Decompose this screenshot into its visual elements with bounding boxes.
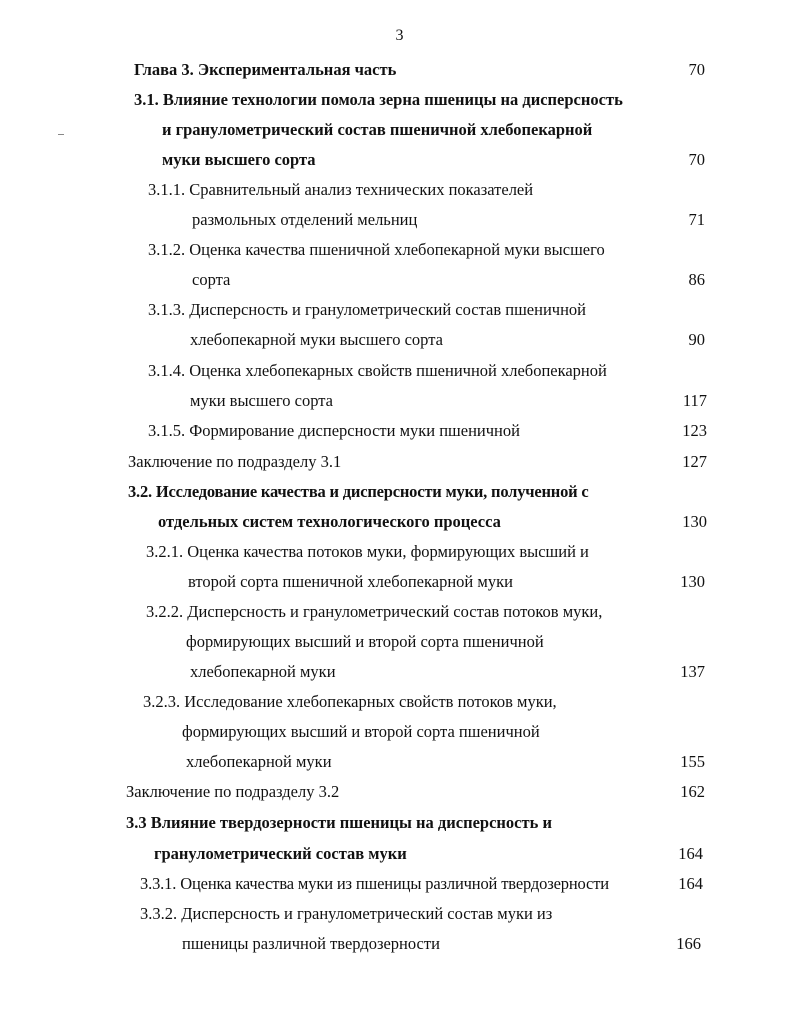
toc-conclusion-3-2-page: 162: [680, 782, 705, 801]
toc-chapter-3-page: 70: [688, 60, 705, 79]
toc-3-2-3-line-3: хлебопекарной муки: [186, 752, 332, 771]
toc-3-3-2-page: 166: [676, 934, 701, 953]
toc-3-1-3-page: 90: [688, 330, 705, 349]
toc-3-2-line-1: 3.2. Исследование качества и дисперсности муки, полученной с: [128, 482, 589, 501]
toc-3-1-3-line-2: хлебопекарной муки высшего сорта: [190, 330, 443, 349]
toc-3-1-5-page: 123: [682, 421, 707, 440]
toc-3-3-1-page: 164: [678, 874, 703, 893]
toc-3-3-page: 164: [678, 844, 703, 863]
margin-mark: [58, 134, 64, 135]
toc-3-1-page: 70: [688, 150, 705, 169]
toc-3-2-1-page: 130: [680, 572, 705, 591]
toc-3-1-1-line-1: 3.1.1. Сравнительный анализ технических показателей: [148, 180, 534, 199]
toc-3-3-2-line-2: пшеницы различной твердозерности: [182, 934, 440, 953]
toc-3-3-line-1: 3.3 Влияние твердозерности пшеницы на дисперсность и: [126, 813, 552, 832]
toc-conclusion-3-1-line-1: Заключение по подразделу 3.1: [128, 452, 342, 471]
page-number: 3: [395, 27, 404, 44]
toc-3-2-line-2: отдельных систем технологического процесса: [158, 512, 501, 531]
toc-3-1-line-3: муки высшего сорта: [162, 150, 316, 169]
toc-chapter-3-line-1: Глава 3. Экспериментальная часть: [134, 60, 397, 79]
toc-3-1-line-1: 3.1. Влияние технологии помола зерна пшеницы на дисперсность: [134, 90, 623, 109]
toc-3-2-3-page: 155: [680, 752, 705, 771]
toc-3-3-line-2: гранулометрический состав муки: [154, 844, 407, 863]
toc-3-1-2-line-1: 3.1.2. Оценка качества пшеничной хлебопекарной муки высшего: [148, 240, 605, 259]
toc-3-1-1-line-2: размольных отделений мельниц: [192, 210, 418, 229]
toc-3-1-4-line-2: муки высшего сорта: [190, 391, 333, 410]
toc-3-3-2-line-1: 3.3.2. Дисперсность и гранулометрический состав муки из: [140, 904, 553, 923]
toc-3-2-3-line-2: формирующих высший и второй сорта пшеничной: [182, 722, 540, 741]
toc-3-1-4-line-1: 3.1.4. Оценка хлебопекарных свойств пшеничной хлебопекарной: [148, 361, 607, 380]
toc-3-2-2-page: 137: [680, 662, 705, 681]
toc-3-2-page: 130: [682, 512, 707, 531]
toc-3-1-3-line-1: 3.1.3. Дисперсность и гранулометрический состав пшеничной: [148, 300, 586, 319]
toc-3-1-2-page: 86: [688, 270, 705, 289]
toc-3-2-2-line-3: хлебопекарной муки: [190, 662, 336, 681]
toc-3-3-1-line-1: 3.3.1. Оценка качества муки из пшеницы различной твердозерности: [140, 874, 609, 893]
toc-3-1-line-2: и гранулометрический состав пшеничной хлебопекарной: [162, 120, 593, 139]
toc-conclusion-3-1-page: 127: [682, 452, 707, 471]
toc-3-2-3-line-1: 3.2.3. Исследование хлебопекарных свойств потоков муки,: [143, 692, 557, 711]
toc-3-1-2-line-2: сорта: [192, 270, 231, 289]
toc-3-2-2-line-1: 3.2.2. Дисперсность и гранулометрический состав потоков муки,: [146, 602, 603, 621]
toc-3-1-4-page: 117: [682, 391, 707, 410]
toc-3-2-1-line-2: второй сорта пшеничной хлебопекарной муки: [188, 572, 513, 591]
toc-3-2-2-line-2: формирующих высший и второй сорта пшеничной: [186, 632, 544, 651]
toc-conclusion-3-2-line-1: Заключение по подразделу 3.2: [126, 782, 340, 801]
toc-3-2-1-line-1: 3.2.1. Оценка качества потоков муки, формирующих высший и: [146, 542, 589, 561]
toc-3-1-1-page: 71: [688, 210, 705, 229]
toc-3-1-5-line-1: 3.1.5. Формирование дисперсности муки пшеничной: [148, 421, 520, 440]
